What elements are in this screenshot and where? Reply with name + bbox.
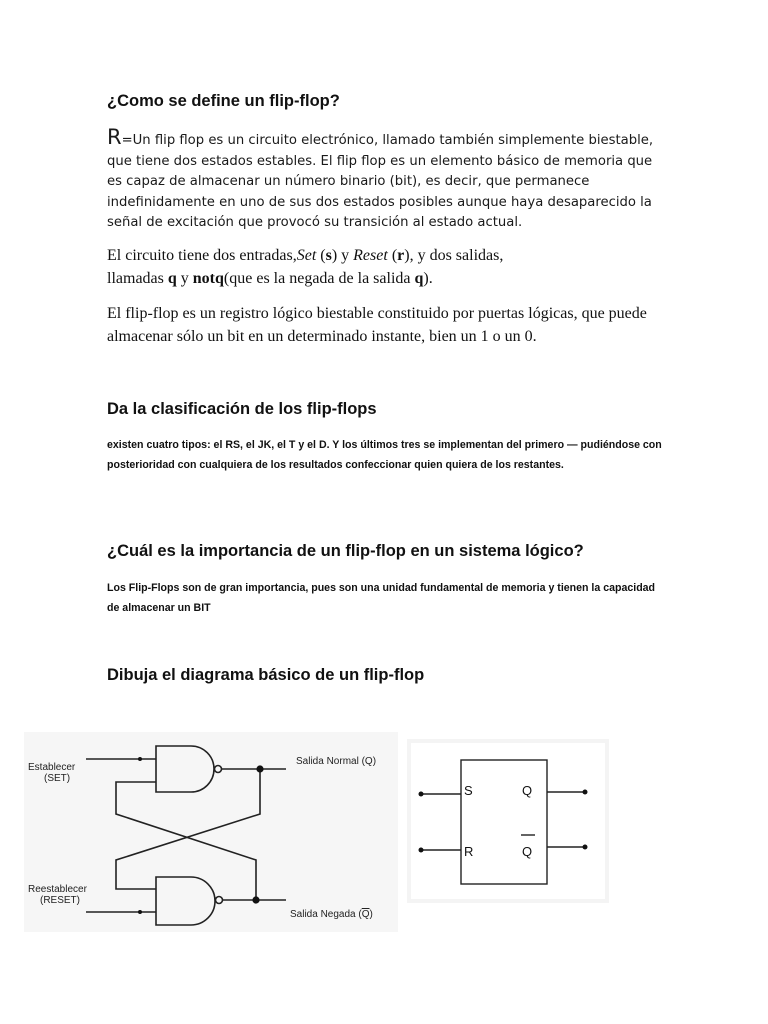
normal-output-label: Salida Normal (Q) — [296, 756, 377, 767]
definition-text: =Un flip flop es un circuito electrónico, llamado también simplemente biestable, que tiene dos estados estables. El flip flop es un elemento básico de memoria que es capaz de almacenar un número binario (bit), es decir, que permanece indefinidamente en uno de sus dos estados posibles aunque haya desaparecido la señal de excitación que provocó su transición al estado actual. — [107, 133, 654, 230]
definition-paragraph — [107, 125, 667, 234]
inversion-bubble-bottom — [216, 897, 223, 904]
text-fragment: ( — [387, 247, 398, 264]
reset-label: Reestablecer — [28, 884, 87, 895]
set-label-paren: (SET) — [44, 773, 71, 784]
negated-label-prefix: Salida Negada ( — [290, 909, 362, 920]
heading-importance: ¿Cuál es la importancia de un flip-flop en un sistema lógico? — [107, 542, 584, 560]
set-label: Establecer — [28, 762, 76, 773]
sr-block-svg — [407, 739, 609, 903]
r-pin-label: R — [464, 844, 474, 859]
text-fragment: (que es la negada de la salida — [223, 270, 415, 287]
reset-label-paren: (RESET) — [40, 895, 80, 906]
negated-label-suffix: ) — [369, 909, 373, 920]
heading-diagram: Dibuja el diagrama básico de un flip-flop — [107, 666, 425, 684]
s-pin-label: S — [464, 783, 473, 798]
s-terminal-dot — [419, 792, 424, 797]
q-letter: q — [414, 270, 424, 287]
heading-classification: Da la clasificación de los flip-flops — [107, 400, 377, 418]
feedback-nq-line — [116, 782, 256, 900]
q-pin-label: Q — [522, 783, 533, 798]
inversion-bubble-top — [215, 766, 222, 773]
heading-definition: ¿Como se define un flip-flop? — [107, 92, 340, 110]
q-terminal-dot — [583, 790, 588, 795]
qbar-pin-label: Q — [522, 844, 533, 859]
qbar-terminal-dot — [583, 845, 588, 850]
junction-dot — [138, 910, 142, 914]
text-fragment: ( — [316, 247, 326, 264]
text-fragment: ). — [423, 270, 433, 287]
register-paragraph: El flip-flop es un registro lógico biestable constituido por puertas lógicas, que puede almacenar sólo un bit en un determinado instante, bien un 1 o un 0. — [107, 305, 647, 345]
classification-answer: existen cuatro tipos: el RS, el JK, el T y el D. Y los últimos tres se implementan del primero — pudiéndose con posterioridad con cualquiera de los resultados confeccionar quien quiera de los restantes. — [107, 439, 662, 471]
junction-dot — [252, 896, 259, 903]
text-fragment: y — [176, 270, 193, 287]
nand-latch-diagram — [24, 732, 398, 932]
text-fragment: El circuito tiene dos entradas, — [107, 247, 297, 264]
block-background — [411, 743, 605, 899]
inputs-outputs-paragraph — [107, 244, 667, 290]
q-letter: q — [167, 270, 177, 287]
answer-marker: R — [107, 125, 122, 149]
junction-dot — [138, 757, 142, 761]
nand-gate-top — [156, 746, 214, 792]
text-fragment: ), y dos salidas, — [404, 247, 504, 264]
r-letter: r — [397, 247, 405, 264]
negated-output-label — [290, 909, 373, 920]
nand-gate-bottom — [156, 877, 215, 925]
set-word: Set — [296, 247, 317, 264]
r-terminal-dot — [419, 848, 424, 853]
sr-block-diagram — [407, 739, 609, 903]
text-fragment: ) y — [331, 247, 354, 264]
reset-word: Reset — [353, 247, 388, 264]
notq-word: notq — [192, 270, 224, 287]
importance-answer: Los Flip-Flops son de gran importancia, pues son una unidad fundamental de memoria y tienen la capacidad de almacenar un BIT — [107, 582, 656, 614]
junction-dot — [256, 765, 263, 772]
negated-label-q: Q — [361, 909, 370, 920]
s-letter: s — [325, 247, 332, 264]
text-fragment: llamadas — [107, 270, 168, 287]
nand-latch-svg — [24, 732, 398, 932]
feedback-q-line — [116, 769, 260, 889]
